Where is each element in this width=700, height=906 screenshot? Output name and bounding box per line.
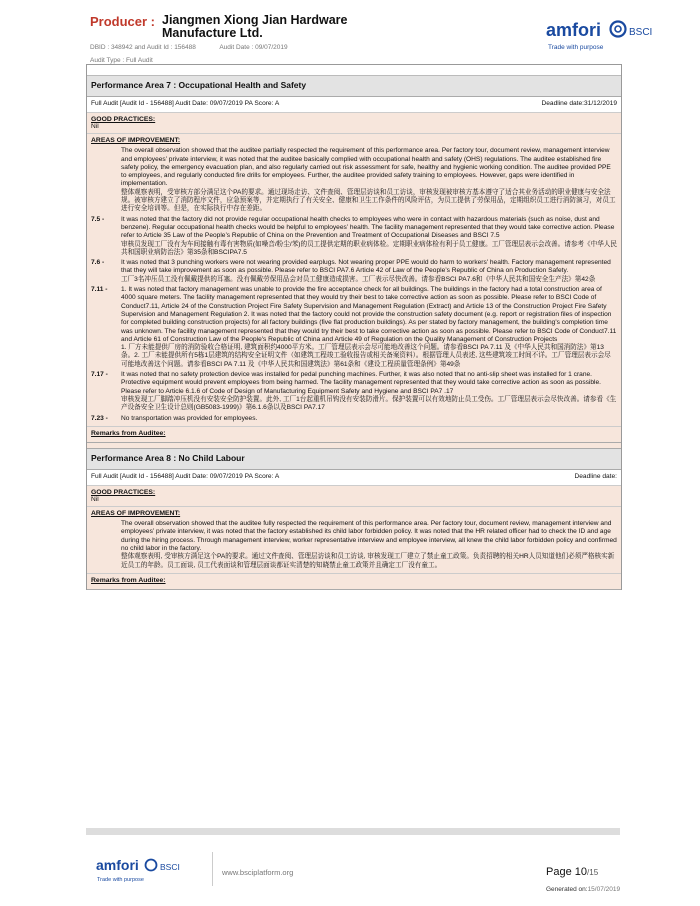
pa8-good-practices-value: Nil	[91, 495, 99, 503]
finding-item	[91, 286, 617, 369]
pa8-intro-cn: 整体观察表明, 受审核方满足这个PA的要求。通过文件查阅、管理层访谈和员工访谈, 审核发现工厂建立了禁止童工政策。负责招聘的相关HR人员知道他们必须严格核实新近员工的年龄。员工面谈, 员工代表面谈和管理层面谈都证实清楚的知晓禁止童工政策并且确定工厂没有童工。	[121, 553, 615, 569]
pa7-intro-cn: 整体观察表明，受审核方部分满足这个PA的要求。通过现场走访、文件查阅、管理层访谈和员工访谈，审核发现被审核方基本遵守了适合其业务活动的职业健康与安全法规。被审核方建立了消防程序文件，应急预案等，并定期执行了有关安全、健康和卫生工作条件的风险评估，为员工提供了劳保用品，定期组织员工进行消防演习，对员工进行安全培训等。但是，在实际执行中存在差距。	[121, 188, 616, 213]
finding-text-en: It was noted that no safety protection device was installed for pedal punching machines. Further, it was also noted that no anti-slip sheet was installed for 1 crane. Protective equipment would prevent employees from being harmed. The facility management represented that they would take corrective action as soon as possible. Please refer to Article 6.1.6 of Code of Design of Manufacturing Equipment Safety and Hygiene and BSCI PA7 .17	[121, 371, 602, 395]
finding-text-cn: 审核员发现工厂没有为车间接触有毒有害物质(如噪音/粉尘/苯)的员工提供定期的职业病体检。定期职业病体检有利于员工健康。工厂管理层表示会改善。请参考《中华人民共和国职业病防治法》第35条和BSCIPA7.5	[121, 240, 617, 256]
footer-logo-suffix: BSCI	[160, 862, 180, 872]
audit-type-bar	[87, 65, 621, 76]
footer-logo-tagline: Trade with purpose	[97, 877, 144, 883]
generated-date: 15/07/2019	[587, 886, 621, 893]
generated-label: Generated on:	[546, 886, 588, 893]
pa7-intro	[91, 147, 617, 213]
finding-text-cn: 1. 厂方未能提供厂房的消防验收合格证明, 建筑面积约4000平方米。工厂管理层表示会尽可能地改善这个问题。请参看BSCI PA 7.11 及《中华人民共和国消防法》第13条。2. 工厂未能提供所有5栋1层建筑的结构安全证明文件（如建筑工程竣工验收报告或相关备案资料）。根据管理人员表述, 这些建筑竣工时间不详。工厂管理层表示会尽可能地改善这个问题。请参看BSCI PA 7.11 及《中华人民共和国建筑法》第61条和《建设工程质量管理条例》第49条	[121, 344, 611, 368]
producer-name: Jiangmen Xiong Jian Hardware Manufacture Ltd.	[162, 13, 348, 40]
finding-text-en: It was noted that 3 punching workers were not wearing provided earplugs. Not wearing proper PPE would do harm to workers' health. Factory management represented that they will take improvement as soon as possible. Please refer to BSCI PA7.6 Article 42 of Law of the People’s Republic of China on Production Safety.	[121, 259, 611, 275]
pa7-audit-info: Full Audit [Audit Id - 156488] Audit Date: 09/07/2019 PA Score: A	[91, 100, 280, 107]
footer-grey-bar	[86, 828, 620, 835]
report-content	[86, 64, 622, 590]
finding-text-en: No transportation was provided for employees.	[121, 414, 258, 422]
pa8-remarks-label: Remarks from Auditee:	[87, 574, 621, 590]
finding-code: 7.5 -	[91, 215, 105, 223]
page-label: Page	[546, 866, 572, 878]
pa7-good-practices	[87, 113, 621, 134]
pa8-title: Performance Area 8 : No Child Labour	[87, 449, 621, 470]
finding-code: 7.17 -	[91, 371, 108, 379]
dbid-text: DBID : 348942 and Audit Id : 156488	[90, 44, 196, 51]
finding-item	[91, 216, 617, 257]
pa8-audit-line	[87, 470, 621, 486]
generated-on	[546, 886, 620, 893]
pa7-areas-of-improvement	[87, 134, 621, 427]
footer-logo-word: amfori	[96, 857, 139, 873]
finding-item	[91, 371, 617, 412]
page-number	[546, 866, 598, 878]
footer-divider	[212, 852, 213, 886]
pa7-good-practices-value: Nil	[91, 123, 99, 130]
report-header	[86, 12, 653, 68]
logo-tagline: Trade with purpose	[548, 44, 604, 51]
pa8-deadline: Deadline date:	[574, 472, 617, 480]
logo-word: amfori	[546, 20, 602, 40]
producer-label: Producer :	[90, 14, 156, 29]
audit-date-text: Audit Date : 09/07/2019	[219, 44, 288, 51]
pa8-intro	[91, 520, 617, 570]
audit-type-text: Audit Type : Full Audit	[90, 57, 153, 64]
amfori-bsci-logo	[546, 16, 656, 56]
pa7-good-practices-label: GOOD PRACTICES:	[91, 116, 156, 123]
pa7-aoi-label: AREAS OF IMPROVEMENT:	[91, 137, 181, 144]
logo-ring-inner-icon	[615, 26, 621, 32]
finding-text-cn: 工厂3名冲压员工没有佩戴提供的耳塞。没有佩戴劳保用品会对员工健康造成损害。工厂表示尽快改善。请参看BSCI PA7.6和《中华人民共和国安全生产法》第42条	[121, 275, 596, 283]
pa7-audit-line	[87, 97, 621, 113]
finding-text-en: It was noted that the factory did not provide regular occupational health checks to employees who were in contact with hazardous materials (such as noise, dust and benzene). Regular occupational health checks would be helpful to employees’ health. The facility management represented that they would take corrective action. Please refer to Article 35 Law of the People’s Republic of China on the Prevention and Treatment of Occupational Diseases and BSCI 7.5	[121, 215, 615, 240]
pa7-deadline: Deadline date:31/12/2019	[541, 100, 617, 107]
pa7-title: Performance Area 7 : Occupational Health and Safety	[87, 76, 621, 97]
finding-code: 7.6 -	[91, 259, 105, 267]
finding-item	[91, 415, 617, 423]
logo-suffix: BSCI	[629, 27, 653, 38]
pa8-aoi-label: AREAS OF IMPROVEMENT:	[91, 509, 181, 517]
pa8-intro-en: The overall observation showed that the auditee fully respected the requirement of this performance area. Per factory tour, document review, management interview and employees’ private interview, it was noted that the factory established its child labor forbidden policy. It was noted that the HR related officer had to check the ID and age during the hiring process. Through management interview, worker representative interview and employee interview, all knew the child labor forbidden policy and confirmed no child labor in the factory.	[121, 520, 617, 552]
finding-code: 7.11 -	[91, 286, 108, 294]
pa8-audit-info: Full Audit [Audit Id - 156488] Audit Date: 09/07/2019 PA Score: A	[91, 472, 280, 480]
finding-code: 7.23 -	[91, 414, 108, 422]
pa8-areas-of-improvement	[87, 507, 621, 574]
footer-amfori-logo	[96, 856, 196, 886]
page-current: 10	[574, 866, 588, 878]
pa8-good-practices	[87, 486, 621, 507]
audit-meta	[90, 44, 310, 51]
finding-text-en: 1. It was noted that factory management was unable to provide the fire acceptance check for all buildings. The buildings in the factory had a total construction area of 4000 square meters. The facility management represented that they would try their best to take corrective action as soon as possible. Please refer to BSCI Code of Conduct7.11, Article 24 of the Construction Project Fire Safety Supervision and Management Regulation (Extract) and Article 13 of the Construction Project Fire Safety Supervision and Management Regulation 2. It was noted that the factory could not provide the construction safety document (e.g. report or registration files of inspection for completed building construction projects) for all factory buildings (five flat production buildings). As per stated by factory management, the building's completion time was unknown. The facility management represented that they would try their best to take corrective action as soon as possible. Please refer to BSCI Code of Conduct7.11 and Article 61 of Construction Law of the People's Republic of China and Article 49 of Regulation on the Quality Management of Construction Projects	[121, 286, 617, 343]
footer-url[interactable]: www.bsciplatform.org	[222, 868, 294, 877]
pa7-intro-en: The overall observation showed that the auditee partially respected the requirement of this performance area. Per factory tour, document review, management interview and employees’ private interview, it was noted that the auditee basically complied with occupational health and safety (OHS) regulations. The auditee established fire safety policy, the emergency evacuation plan, and also regularly carried out risk assessment for safe, healthy and hygienic working condition. The auditee provided PPE to employees, and regularly conducted fire drills for employees. Further, the auditee provided safety training to employees. However, gaps were identified in implementation.	[121, 147, 611, 188]
page-total: /15	[587, 868, 599, 877]
finding-text-cn: 审核发现工厂脚踏冲压机没有安装安全防护装置。此外, 工厂1台起重机吊钩没有安装防滑片。保护装置可以有效地防止员工受伤。工厂管理层表示会尽快改善。请参看《生产设备安全卫生设计总则(GB5083-1999)》第6.1.6条以及BSCI PA7.17	[121, 395, 617, 412]
finding-item	[91, 259, 617, 284]
footer-logo-ring-icon	[146, 860, 157, 871]
pa7-remarks-label: Remarks from Auditee:	[87, 427, 621, 443]
pa8-good-practices-label: GOOD PRACTICES:	[91, 488, 156, 496]
logo-ring-icon	[611, 22, 626, 37]
